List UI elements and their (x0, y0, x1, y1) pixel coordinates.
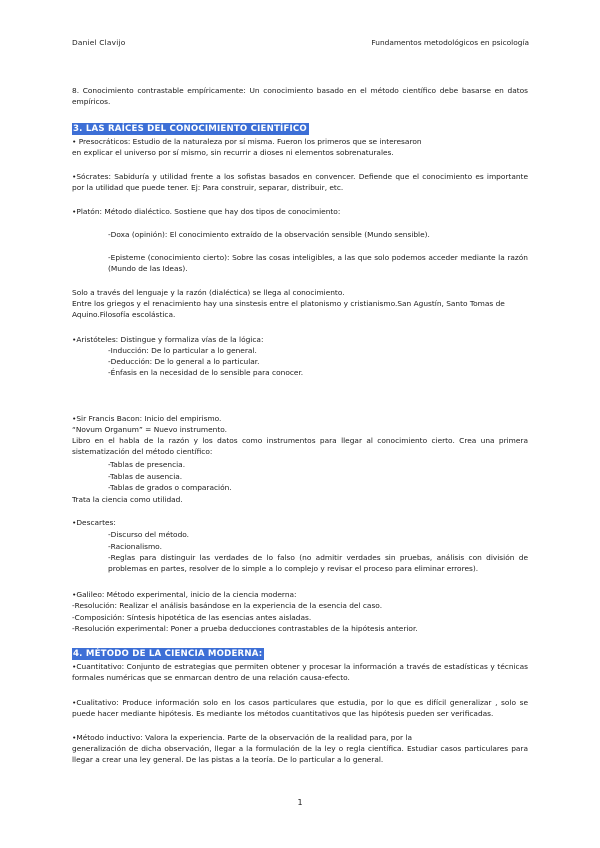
paragraph-platon: •Platón: Método dialéctico. Sostiene que hay dos tipos de conocimiento: (72, 207, 341, 216)
paragraph-aristoteles: •Aristóteles: Distingue y formaliza vías de la lógica: (72, 335, 264, 344)
section-4-heading: 4. MÉTODO DE LA CIENCIA MODERNA: (73, 649, 263, 659)
list-item-racionalismo: -Racionalismo. (108, 542, 162, 551)
paragraph-inductivo-1: •Método inductivo: Valora la experiencia. Parte de la observación de la realidad para, por la (72, 733, 412, 742)
paragraph-cuantitativo: •Cuantitativo: Conjunto de estrategias que permiten obtener y procesar la información a través de estadísticas y técnicas formales numéricas que se enmarcan dentro de una relación causa-efecto. (72, 662, 528, 683)
paragraph-inductivo-2: generalización de dicha observación, llegar a la formulación de la ley o regla científica. Estudiar casos particulares para llegar a crear una ley general. De las pistas a la teoría. De lo particular a lo general. (72, 744, 528, 765)
section-3-heading: 3. LAS RAÍCES DEL CONOCIMIENTO CIENTÍFICO (73, 124, 307, 134)
list-item-discurso: -Discurso del método. (108, 530, 190, 539)
list-item-tablas-grados: -Tablas de grados o comparación. (108, 483, 232, 492)
list-item-deduccion: -Deducción: De lo general a lo particular. (108, 357, 260, 366)
list-item-tablas-ausencia: -Tablas de ausencia. (108, 472, 183, 481)
header-course: Fundamentos metodológicos en psicología (371, 38, 529, 47)
paragraph-item-8: 8. Conocimiento contrastable empíricamente: Un conocimiento basado en el método científico debe basarse en datos empíricos. (72, 86, 528, 107)
list-item-reglas: -Reglas para distinguir las verdades de lo falso (no admitir verdades sin pruebas, análisis con división de problemas en partes, resolver de lo simple a lo complejo y revisar el proceso para eliminar errores). (108, 553, 528, 574)
paragraph-galileo: •Galileo: Método experimental, inicio de la ciencia moderna: (72, 590, 297, 599)
list-item-resolucion-experimental: -Resolución experimental: Poner a prueba deducciones contrastables de la hipótesis anterior. (72, 624, 418, 633)
paragraph-novum-organum: “Novum Organum” = Nuevo instrumento. (72, 425, 228, 434)
list-item-resolucion: -Resolución: Realizar el análisis basándose en la experiencia de la esencia del caso. (72, 601, 383, 610)
paragraph-presocraticos-1: • Presocráticos: Estudio de la naturaleza por sí misma. Fueron los primeros que se interesaron (72, 137, 422, 146)
list-item-doxa: -Doxa (opinión): El conocimiento extraído de la observación sensible (Mundo sensible). (108, 230, 430, 239)
paragraph-lenguaje-razon: Solo a través del lenguaje y la razón (dialéctica) se llega al conocimiento. (72, 288, 345, 297)
header-author: Daniel Clavijo (72, 38, 126, 47)
paragraph-libro: Libro en el habla de la razón y los datos como instrumentos para llegar al conocimiento cierto. Crea una primera sistematización del método científico: (72, 436, 528, 457)
paragraph-presocraticos-2: en explicar el universo por sí mismo, sin recurrir a dioses ni elementos sobrenaturales. (72, 148, 394, 157)
paragraph-trata-ciencia: Trata la ciencia como utilidad. (72, 495, 183, 504)
paragraph-descartes: •Descartes: (72, 518, 116, 527)
list-item-tablas-presencia: -Tablas de presencia. (108, 460, 186, 469)
list-item-induccion: -Inducción: De lo particular a lo general. (108, 346, 257, 355)
list-item-composicion: -Composición: Síntesis hipotética de las esencias antes aisladas. (72, 613, 312, 622)
paragraph-socrates: •Sócrates: Sabiduría y utilidad frente a los sofistas basados en convencer. Defiende que el conocimiento es importante por la utilidad que puede tener. Ej: Para construir, separar, distribuir, etc. (72, 172, 528, 193)
list-item-enfasis: -Énfasis en la necesidad de lo sensible para conocer. (108, 368, 304, 377)
page-header (72, 38, 529, 50)
paragraph-griegos-renacimiento: Entre los griegos y el renacimiento hay una sinstesis entre el platonismo y cristianismo.San Agustín, Santo Tomas de Aquino.Filosofía escolástica. (72, 299, 505, 320)
paragraph-bacon: •Sir Francis Bacon: Inicio del empirismo. (72, 414, 222, 423)
page-number: 1 (297, 798, 303, 807)
paragraph-cualitativo: •Cualitativo: Produce información solo en los casos particulares que estudia, por lo que es difícil generalizar , solo se puede hacer mediante hipótesis. Es mediante los métodos cuantitativos que las hipótesis pueden ser verificadas. (72, 698, 528, 719)
list-item-episteme: -Episteme (conocimiento cierto): Sobre las cosas inteligibles, a las que solo podemos acceder mediante la razón (Mundo de las Ideas). (108, 253, 528, 274)
